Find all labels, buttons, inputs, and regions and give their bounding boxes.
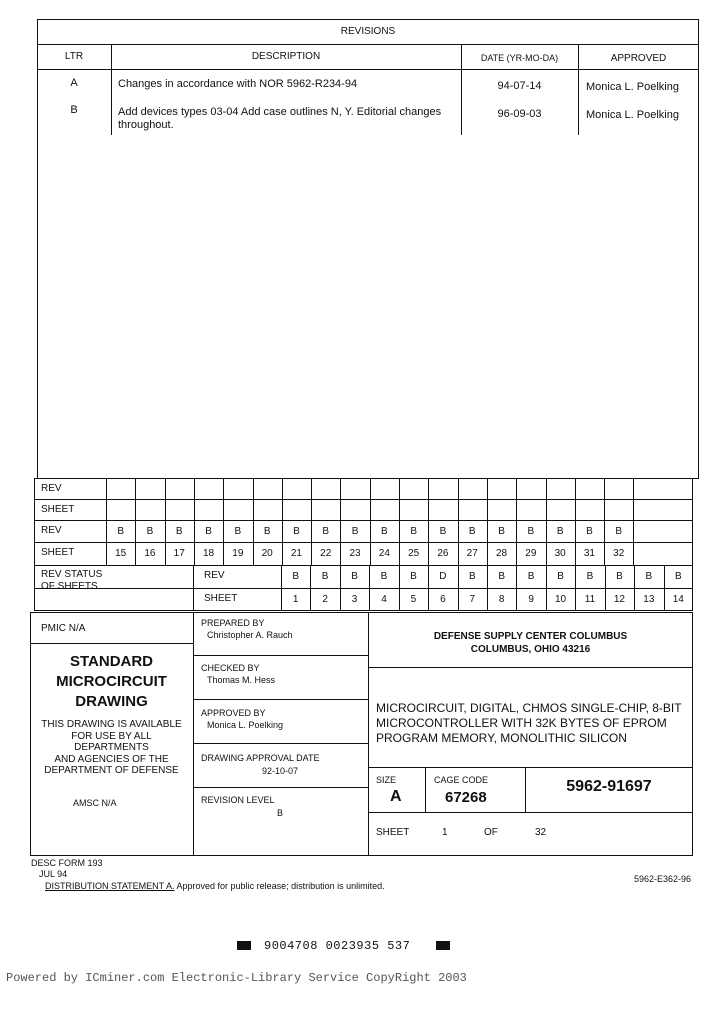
grid-rev-cell: B: [322, 525, 330, 537]
grid-sheet-cell: 4: [381, 594, 387, 605]
sheet-number: 1: [442, 827, 448, 838]
grid-sheet-cell: 19: [232, 548, 244, 559]
rev-row-a-ltr: A: [70, 77, 78, 89]
grid-rev-cell: D: [439, 571, 447, 582]
grid-sheet-cell: 2: [322, 594, 328, 605]
grid-rev-cell: B: [527, 525, 535, 537]
grid-sheet-cell: 28: [495, 548, 508, 559]
grid-rev-cell: B: [381, 525, 388, 537]
grid-sheet-cell: 27: [466, 548, 478, 559]
grid-rev-cell: B: [410, 571, 417, 582]
grid-rev-cell: B: [645, 571, 653, 582]
grid-rev-cell: B: [439, 525, 447, 537]
grid-sheet-cell: 32: [613, 548, 625, 559]
grid-rev-cell: B: [205, 525, 212, 537]
grid-row2-label: SHEET: [41, 504, 75, 515]
grid-sheet-cell: 3: [351, 594, 358, 605]
grid-row5-label: REV: [204, 570, 225, 581]
barcode-mark-right: [436, 941, 450, 950]
grid-sheet-cell: 10: [554, 594, 567, 605]
approved-label: APPROVED BY: [201, 708, 266, 718]
approved-by: Monica L. Poelking: [207, 720, 284, 730]
grid-sheet-cell: 6: [440, 594, 446, 605]
revisions-title: REVISIONS: [340, 26, 396, 37]
col-description-header: DESCRIPTION: [251, 51, 321, 62]
grid-rev-cell: B: [557, 571, 564, 582]
grid-sheet-cell: 22: [320, 548, 332, 559]
grid-sheet-cell: 5: [410, 594, 417, 605]
rev-row-b-date: 96-09-03: [497, 108, 542, 120]
grid-rev-cell: B: [380, 571, 388, 582]
grid-rev-cell: B: [117, 525, 124, 537]
revision-level-label: REVISION LEVEL: [201, 795, 275, 805]
col-ltr-header: LTR: [64, 51, 84, 62]
checked-label: CHECKED BY: [201, 663, 260, 673]
grid-rev-cell: B: [468, 571, 476, 582]
grid-sheet-cell: 9: [528, 594, 534, 605]
grid-sheet-cell: 7: [469, 594, 476, 605]
grid-sheet-cell: 15: [115, 548, 127, 559]
barcode-mark-left: [237, 941, 251, 950]
col-date-header: DATE (YR-MO-DA): [480, 53, 559, 63]
standard-title: STANDARD MICROCIRCUIT DRAWING: [56, 653, 167, 710]
drawing-number: 5962-91697: [566, 778, 652, 795]
grid-rev-cell: B: [586, 571, 594, 582]
grid-rev-cell: B: [175, 525, 183, 537]
rev-status-label: REV STATUS OF SHEETS: [41, 569, 103, 592]
grid-sheet-cell: 17: [173, 548, 185, 559]
sheet-of: OF: [484, 827, 498, 838]
grid-rev-cell: B: [468, 525, 476, 537]
size-value: A: [390, 788, 402, 805]
cage-value: 67268: [445, 789, 487, 806]
grid-rev-cell: B: [292, 571, 300, 582]
sheet-total: 32: [535, 827, 547, 838]
grid-row4-label: SHEET: [41, 547, 75, 558]
sheet-label: SHEET: [376, 827, 410, 838]
grid-rev-cell: B: [498, 525, 505, 537]
grid-sheet-cell: 21: [290, 548, 302, 559]
grid-sheet-cell: 23: [349, 548, 361, 559]
grid-rev-cell: B: [527, 571, 535, 582]
powered-by-line: Powered by ICminer.com Electronic-Library Service CopyRight 2003: [6, 971, 467, 985]
grid-row6-label: SHEET: [204, 593, 238, 604]
barcode-number: 9004708 0023935 537: [264, 939, 411, 953]
grid-rev-cell: B: [498, 571, 506, 582]
grid-sheet-cell: 25: [408, 548, 420, 559]
grid-rev-cell: B: [586, 525, 593, 537]
grid-rev-cell: B: [234, 525, 242, 537]
grid-row1-label: REV: [41, 483, 62, 494]
grid-row3-label: REV: [41, 525, 62, 536]
rev-row-b-ltr: B: [70, 104, 78, 116]
grid-rev-cell: B: [616, 571, 623, 582]
pmic-label: PMIC N/A: [41, 623, 86, 634]
rev-row-b-description: Add devices types 03-04 Add case outlines N, Y. Editorial changes throughout.: [118, 106, 442, 131]
grid-sheet-cell: 13: [643, 594, 655, 605]
approval-date: 92-10-07: [262, 766, 299, 776]
size-label: SIZE: [376, 775, 397, 785]
drawing-title: MICROCIRCUIT, DIGITAL, CHMOS SINGLE-CHIP, 8-BIT MICROCONTROLLER WITH 32K BYTES OF EPROM PROGRAM MEMORY, MONOLITHIC SILICON: [376, 701, 682, 745]
cage-label: CAGE CODE: [434, 775, 489, 785]
grid-sheet-cell: 24: [378, 548, 390, 559]
grid-rev-cell: B: [321, 571, 329, 582]
grid-sheet-cell: 1: [292, 594, 299, 605]
grid-sheet-cell: 29: [525, 548, 537, 559]
grid-sheet-cell: 12: [613, 594, 625, 605]
distribution-text: Approved for public release; distribution is unlimited.: [174, 881, 385, 891]
grid-sheet-cell: 26: [437, 548, 449, 559]
approval-date-label: DRAWING APPROVAL DATE: [201, 753, 320, 763]
grid-sheet-cell: 14: [672, 594, 684, 605]
revision-level: B: [277, 808, 284, 818]
grid-sheet-cell: 20: [261, 548, 273, 559]
agency-line1: DEFENSE SUPPLY CENTER COLUMBUS: [433, 631, 628, 642]
grid-sheet-cell: 11: [584, 594, 596, 605]
distribution-statement: [45, 881, 385, 891]
grid-rev-cell: B: [351, 571, 358, 582]
rev-row-b-approved: Monica L. Poelking: [586, 109, 679, 121]
prepared-by: Christopher A. Rauch: [207, 630, 293, 640]
grid-rev-cell: B: [674, 571, 682, 582]
rev-row-a-description: Changes in accordance with NOR 5962-R234-94: [118, 78, 358, 90]
grid-rev-cell: B: [351, 525, 359, 537]
agency-line2: COLUMBUS, OHIO 43216: [470, 644, 591, 655]
rev-row-a-date: 94-07-14: [497, 80, 542, 92]
grid-rev-cell: B: [263, 525, 271, 537]
grid-sheet-cell: 31: [583, 548, 595, 559]
distribution-label: DISTRIBUTION STATEMENT A.: [45, 881, 175, 891]
grid-rev-cell: B: [146, 525, 154, 537]
grid-rev-cell: B: [556, 525, 564, 537]
grid-rev-cell: B: [410, 525, 417, 537]
grid-sheet-cell: 8: [498, 594, 505, 605]
rev-row-a-approved: Monica L. Poelking: [586, 81, 679, 93]
desc-form: DESC FORM 193: [31, 858, 103, 868]
desc-form-date: JUL 94: [39, 869, 68, 879]
grid-sheet-cell: 18: [202, 548, 215, 559]
amsc-label: AMSC N/A: [73, 798, 117, 808]
col-approved-header: APPROVED: [610, 53, 667, 64]
standard-note: THIS DRAWING IS AVAILABLE FOR USE BY ALL DEPARTMENTS AND AGENCIES OF THE DEPARTMENT OF DEFENSE: [41, 719, 182, 776]
grid-rev-cell: B: [615, 525, 623, 537]
doc-code: 5962-E362-96: [634, 874, 692, 884]
grid-sheet-cell: 30: [554, 548, 566, 559]
checked-by: Thomas M. Hess: [207, 675, 276, 685]
grid-sheet-cell: 16: [144, 548, 156, 559]
grid-rev-cell: B: [293, 525, 300, 537]
prepared-label: PREPARED BY: [201, 618, 265, 628]
